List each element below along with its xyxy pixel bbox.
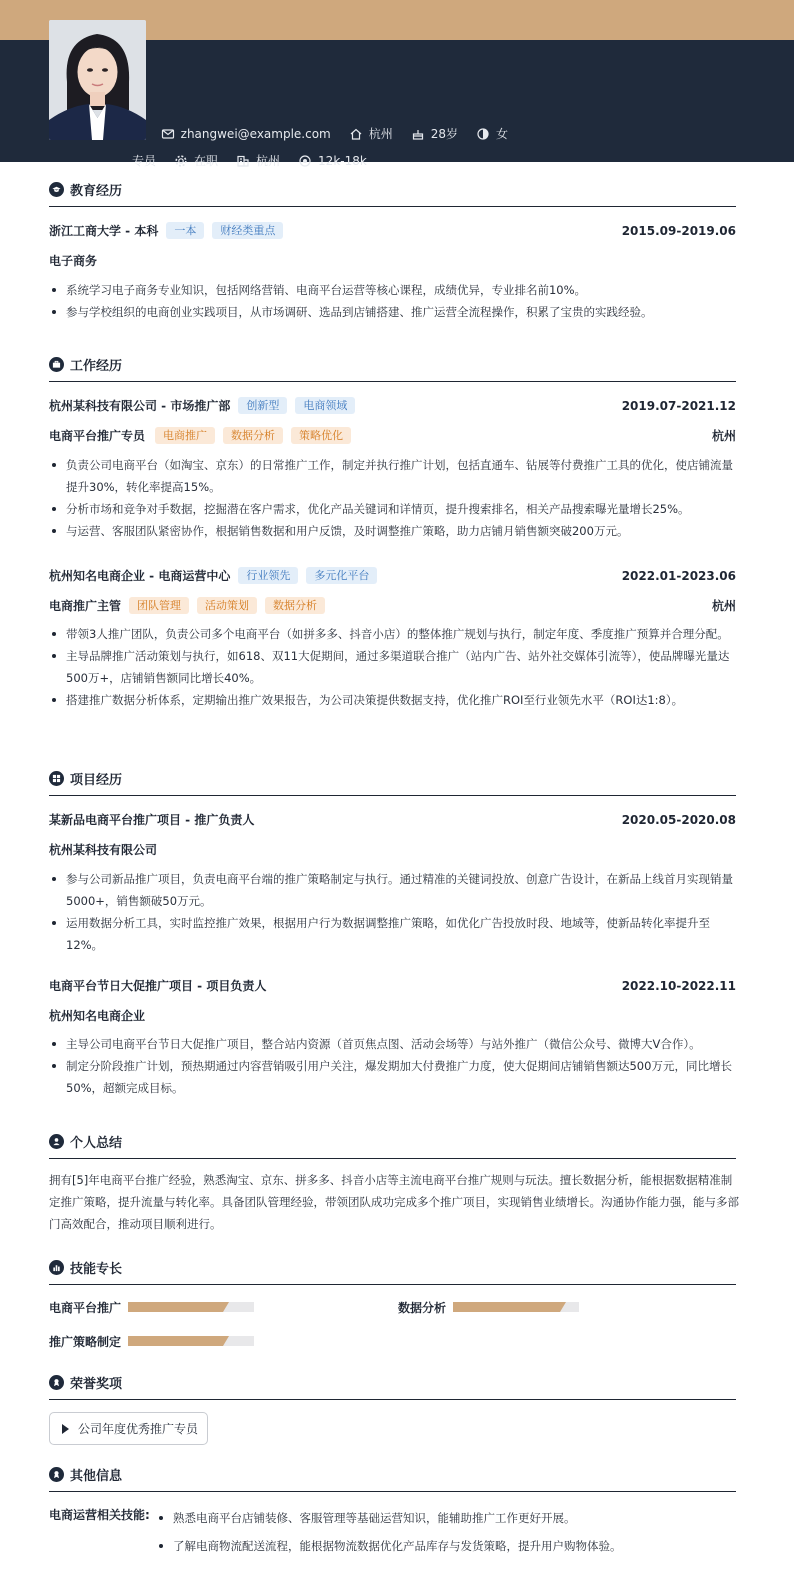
skill-name: 电商平台推广 [49,1301,122,1315]
role-name: 电商平台推广专员 [49,429,146,443]
major-row [49,252,736,269]
job-company-row [49,397,736,414]
project-title: 电商平台节日大促推广项目 - 项目负责人 [49,979,267,993]
target-city-text: 杭州 [256,154,281,168]
list-item: 运用数据分析工具，实时监控推广效果，根据用户行为数据调整推广策略，如优化广告投放时段、地域等，使新品转化率提升至12%。 [49,912,739,956]
skill-item [49,1299,121,1316]
skill-bar [128,1302,254,1312]
gear-icon [174,154,188,168]
user-icon [49,1134,64,1149]
building-icon [236,154,250,168]
project-date: 2020.05-2020.08 [621,812,736,827]
list-item: 参与学校组织的电商创业实践项目，从市场调研、选品到店铺搭建、推广运营全流程操作，积累了宝贵的实践经验。 [49,301,739,323]
list-item: 系统学习电子商务专业知识，包括网络营销、电商平台运营等核心课程，成绩优异，专业排名前10%。 [49,279,739,301]
education-date: 2015.09-2019.06 [621,223,736,238]
section-title-text: 项目经历 [70,773,123,788]
project-org-row [49,1007,736,1024]
skill-bar-fill [128,1302,229,1312]
award-icon [49,1375,64,1390]
skill-bar-fill [128,1336,229,1346]
job-location: 杭州 [711,599,736,613]
major-name: 电子商务 [49,254,98,268]
age-text: 28岁 [430,127,459,141]
job-role-row [49,597,736,614]
project-org: 杭州某科技有限公司 [49,843,158,857]
target-icon [298,154,312,168]
school-tag: 一本 [166,222,204,239]
job-line [132,152,385,169]
bar-chart-icon [49,1260,64,1275]
city-text: 杭州 [368,127,393,141]
skill-name: 推广策略制定 [49,1335,122,1349]
city-item [349,125,393,142]
company-name: 杭州某科技有限公司 - 市场推广部 [49,399,231,413]
job-date: 2022.01-2023.06 [621,568,736,583]
company-tag: 行业领先 [238,567,298,584]
skill-bar-fill [453,1302,566,1312]
age-item [411,125,458,142]
gender-text: 女 [496,127,509,141]
education-section-title [49,180,736,207]
school-name: 浙江工商大学 - 本科 [49,224,159,238]
profile-photo [49,20,146,140]
list-item: 主导公司电商平台节日大促推广项目，整合站内资源（首页焦点图、活动会场等）与站外推广（微信公众号、微博大V合作）。 [49,1033,739,1055]
gender-item [476,125,508,142]
list-item: 熟悉电商平台店铺装修、客服管理等基础运营知识，能辅助推广工作更好开展。 [157,1504,757,1532]
job-item [132,152,156,169]
section-title-text: 荣誉奖项 [70,1377,123,1392]
cake-icon [411,127,425,141]
project-bullets [49,868,739,956]
job-date: 2019.07-2021.12 [621,398,736,413]
project-title-row [49,977,736,994]
list-item: 参与公司新品推广项目，负责电商平台端的推广策略制定与执行。通过精准的关键词投放、创意广告设计，在新品上线首月实现销量5000+，销售额破50万元。 [49,868,739,912]
school-tag: 财经类重点 [212,222,283,239]
skill-item [398,1299,446,1316]
gender-icon [476,127,490,141]
role-tag: 电商推广 [155,427,215,444]
company-tag: 创新型 [238,397,287,414]
honors-section-title [49,1373,736,1400]
grid-icon [49,771,64,786]
job-role-row [49,427,736,444]
skill-name: 数据分析 [398,1301,447,1315]
role-tag: 数据分析 [265,597,325,614]
target-city-item [236,152,280,169]
briefcase-icon [49,357,64,372]
summary-text: 拥有[5]年电商平台推广经验，熟悉淘宝、京东、拼多多、抖音小店等主流电商平台推广规则与玩法。擅长数据分析，能根据数据精准制定推广策略，提升流量与转化率。具备团队管理经验，带领团队成功完成多个推广项目，实现销售业绩增长。沟通协作能力强，能与多部门高效配合，推动项目顺利进行。 [49,1173,739,1231]
list-item: 负责公司电商平台（如淘宝、京东）的日常推广工作，制定并执行推广计划，包括直通车、钻展等付费推广工具的优化，使店铺流量提升30%，转化率提高15%。 [49,454,739,498]
education-row [49,222,736,239]
job-bullets [49,454,739,542]
summary-section-title [49,1132,736,1159]
other-section-title [49,1465,736,1492]
list-item: 搭建推广数据分析体系，定期输出推广效果报告，为公司决策提供数据支持，优化推广ROI至行业领先水平（ROI达1:8）。 [49,689,739,711]
section-title-text: 技能专长 [70,1262,123,1277]
project-bullets [49,1033,739,1099]
skill-bar [128,1336,254,1346]
projects-section-title [49,769,736,796]
mail-icon [161,127,175,141]
list-item: 制定分阶段推广计划，预热期通过内容营销吸引用户关注，爆发期加大付费推广力度，使大促期间店铺销售额达500万元，同比增长50%，超额完成目标。 [49,1055,739,1099]
salary-item [298,154,367,168]
other-list [157,1504,757,1560]
job-location: 杭州 [711,429,736,443]
project-org: 杭州知名电商企业 [49,1009,146,1023]
job-bullets [49,623,739,711]
list-item: 了解电商物流配送流程，能根据物流数据优化产品库存与发货策略，提升用户购物体验。 [157,1532,757,1560]
role-tag: 活动策划 [197,597,257,614]
skill-bar [453,1302,579,1312]
status-item [174,152,218,169]
home-icon [349,127,363,141]
company-name: 杭州知名电商企业 - 电商运营中心 [49,569,231,583]
list-item: 与运营、客服团队紧密协作，根据销售数据和用户反馈，及时调整推广策略，助力店铺月销售额突破200万元。 [49,520,739,542]
section-title-text: 教育经历 [70,184,123,199]
list-item: 主导品牌推广活动策划与执行，如618、双11大促期间，通过多渠道联合推广（站内广告、站外社交媒体引流等），使品牌曝光量达500万+，店铺销售额同比增长40%。 [49,645,739,689]
section-title-text: 个人总结 [70,1136,123,1151]
award-badge [49,1412,208,1445]
skill-item [49,1333,121,1350]
project-org-row [49,841,736,858]
role-tag: 数据分析 [223,427,283,444]
salary-text: 12k-18k [318,153,367,168]
skills-section-title [49,1258,736,1285]
project-title-row [49,811,736,828]
contact-line [135,125,526,142]
role-name: 电商推广主管 [49,599,122,613]
status-text: 在职 [194,154,219,168]
company-tag: 电商领域 [295,397,355,414]
graduation-cap-icon [49,182,64,197]
section-title-text: 工作经历 [70,359,123,374]
list-item: 分析市场和竞争对手数据，挖掘潜在客户需求，优化产品关键词和详情页，提升搜索排名，相关产品搜索曝光量增长25%。 [49,498,739,520]
work-section-title [49,355,736,382]
section-title-text: 其他信息 [70,1469,123,1484]
education-bullets [49,279,739,323]
job-company-row [49,567,736,584]
role-tag: 策略优化 [291,427,351,444]
project-title: 某新品电商平台推广项目 - 推广负责人 [49,813,255,827]
project-date: 2022.10-2022.11 [621,978,736,993]
list-item: 带领3人推广团队，负责公司多个电商平台（如拼多多、抖音小店）的整体推广规划与执行，制定年度、季度推广预算并合理分配。 [49,623,739,645]
role-tag: 团队管理 [129,597,189,614]
award-text: 公司年度优秀推广专员 [78,1422,199,1436]
play-icon [62,1424,69,1434]
job-text: 专员 [132,154,157,168]
company-tag: 多元化平台 [306,567,377,584]
award-icon [49,1467,64,1482]
email-item [161,127,331,141]
email-text: zhangwei@example.com [180,126,331,141]
other-label: 电商运营相关技能: [49,1508,150,1522]
